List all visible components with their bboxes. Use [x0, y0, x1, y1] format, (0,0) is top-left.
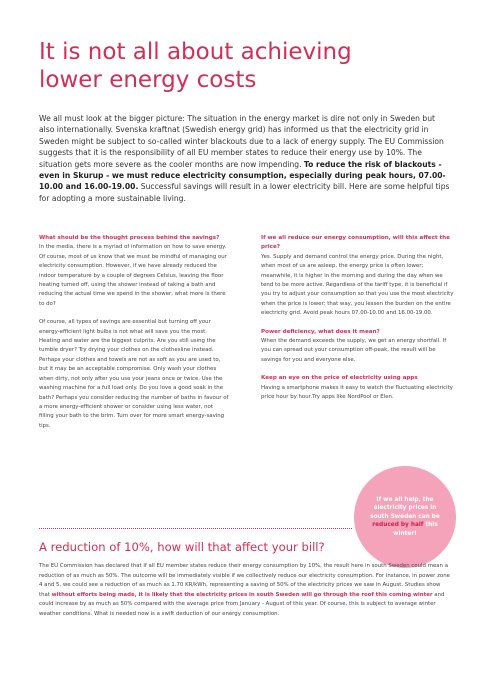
intro-text: We all must look at the bigger picture: The situation in the energy market is dire not only in Sweden but also internationally. Svenska kraftnat (Swedish energy grid) has informed us that the electricity grid in Sweden might be subject to so-called winter blackouts due to a lack of energy supply. The EU Commission suggests that it is the responsibility of all EU member states to reduce their energy use by 10%. The situation gets more severe as the cooler months are now impending.	[39, 114, 444, 169]
bubble-highlight: reduced by half	[372, 522, 424, 529]
section-2-highlight: without efforts being made, it is likely that the electricity prices in south Sweden will go through the roof this coming winter	[51, 591, 433, 598]
right-paragraph-3: Having a smartphone makes it easy to watch the fluctuating electricity price hour by hour.Try apps like NordPool or Elen.	[261, 384, 453, 401]
intro-paragraph	[39, 113, 451, 204]
page-title	[39, 38, 459, 94]
left-paragraph-1: In the media, there is a myriad of information on how to save energy. Of course, most of us know that we must be mindful of managing our electricity consumption. However, if we have already reduced the indoor temperature by a couple of degrees Celsius, leaving the floor heating turned off, using the shower instead of taking a bath and reducing the actual time we spend in the shower, what more is there to do?	[39, 244, 227, 307]
right-column	[261, 234, 456, 403]
bubble-text-b: this winter!	[393, 522, 438, 537]
left-heading: What should be the thought process behind the savings?	[39, 235, 220, 241]
section-2-text-b: and could increase by as much as 50% compared with the average price from January - August of this year. Of course, this is subject to average winter weather conditions. What is needed now is a swift deduction of our energy consumption.	[39, 591, 445, 617]
title-line-2: lower energy costs	[39, 67, 257, 93]
section-2-text-a: The EU Commission has declared that if all EU member states reduce their energy consumption by 10%, the result here in south Sweden could mean a reduction of as much as 50%. The outcome will be immediately visible if we collectively reduce our electricity consumption. For instance, in power zone 4 and 5, we could see a reduction of as much as 1.70 KR/kWh, representing a saving of 50% of the electricity prices we saw in August. Studies show that	[39, 563, 450, 598]
right-paragraph-2: When the demand exceeds the supply, we get an energy shortfall. If you can spread out your consumption off-peak, the result will be savings for you and everyone else.	[261, 338, 447, 363]
section-2-body	[39, 562, 451, 620]
section-2-title: A reduction of 10%, how will that affect your bill?	[39, 540, 325, 554]
right-heading-2: Power deficiency, what does it mean?	[261, 328, 380, 335]
left-column	[39, 234, 229, 431]
title-line-1: It is not all about achieving	[39, 39, 352, 65]
right-heading-3: Keep an eye on the price of electricity using apps	[261, 375, 418, 382]
bubble-text-a: If we all help, the electricity prices in south Sweden can be	[370, 496, 440, 520]
right-heading-1: If we all reduce our energy consumption, will this affect the price?	[261, 235, 450, 251]
intro-bold-text: To reduce the risk of blackouts - even in Skurup - we must reduce electricity consumption, especially during peak hours, 07.00-10.00 and 16.00-19.00.	[39, 159, 446, 192]
intro-tail-text: Successful savings will result in a lower electricity bill. Here are some helpful tips for adopting a more sustainable living.	[39, 182, 450, 203]
dotted-divider	[39, 528, 352, 529]
right-paragraph-1: Yes. Supply and demand control the energy price. During the night, when most of us are asleep, the energy price is often lower; meanwhile, it is higher in the morning and during the day when we tend to be more active. Regardless of the tariff type, it is beneficial if you try to adjust your consumption so that you use the most electricity when the price is lower; that way, you lessen the burden on the entire electricity grid. Avoid peak hours 07.00-10.00 and 16.00-19.00.	[261, 253, 454, 317]
left-paragraph-2: Of course, all types of savings are essential but turning off your energy-efficient light bulbs is not what will save you the most. Heating and water are the biggest culprits. Are you still using the tumble dryer? Try drying your clothes on the clothesline instead. Perhaps your clothes and towels are not as soft as you are used to, but it may be an acceptable compromise. Only wash your clothes when dirty, not only after you use your jeans once or twice. Use the washing machine for a full load only. Do you love a good soak in the bath? Perhaps you consider reducing the number of baths in favour of a more energy-efficient shower or consider using less water, not filling your bath to the brim. Turn over for more smart energy-saving tips.	[39, 319, 229, 429]
